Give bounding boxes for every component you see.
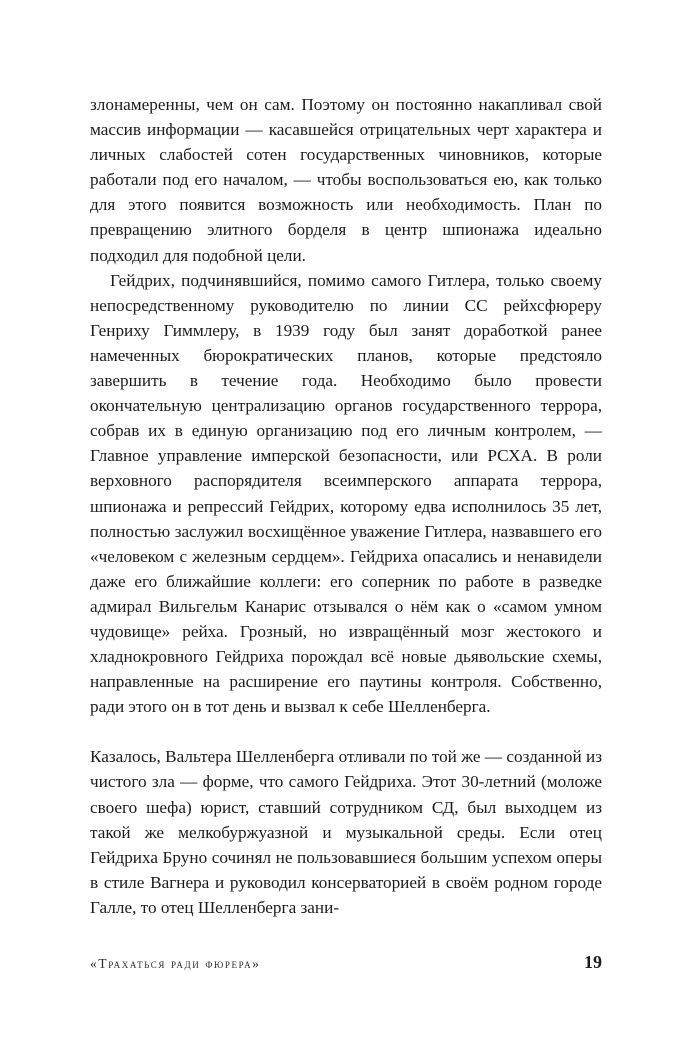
running-title: «Трахаться ради фюрера» <box>90 956 261 971</box>
paragraph-2: Гейдрих, подчинявшийся, помимо самого Гитлера, только своему непосредственному руководителю по линии СС рейхсфюреру Генриху Гиммлеру, в 1939 году был занят доработкой ранее намеченных бюрократических планов, которые предстояло завершить в течение года. Необходимо было провести окончательную централизацию органов государственного террора, собрав их в единую организацию под его личным контролем, — Главное управление имперской безопасности, или РСХА. В роли верховного распорядителя всеимперского аппарата террора, шпионажа и репрессий Гейдрих, которому едва исполнилось 35 лет, полностью заслужил восхищённое уважение Гитлера, назвавшего его «человеком с железным сердцем». Гейдриха опасались и ненавидели даже его ближайшие коллеги: его соперник по работе в разведке адмирал Вильгельм Канарис отзывался о нём как о «самом умном чудовище» рейха. Грозный, но извращённый мозг жестокого и хладнокровного Гейдриха порождал всё новые дьявольские схемы, направленные на расширение его паутины контроля. Собственно, ради этого он в тот день и вызвал к себе Шелленберга. <box>90 270 602 717</box>
paragraph-1: злонамеренны, чем он сам. Поэтому он постоянно накапливал свой массив информации — касавшейся отрицательных черт характера и личных слабостей сотен государственных чиновников, которые работали под его началом, — чтобы воспользоваться ею, как только для этого появится возможность или необходимость. План по превращению элитного борделя в центр шпионажа идеально подходил для подобной цели. <box>90 95 602 265</box>
body-text <box>90 92 602 920</box>
paragraph-3: Казалось, Вальтера Шелленберга отливали по той же — созданной из чистого зла — форме, что самого Гейдриха. Этот 30-летний (моложе своего шефа) юрист, ставший сотрудником СД, был выходцем из такой же мелкобуржуазной и музыкальной среды. Если отец Гейдриха Бруно сочинял не пользовавшиеся большим успехом оперы в стиле Вагнера и руководил консерваторией в своём родном городе Галле, то отец Шелленберга зани- <box>90 747 602 917</box>
page-number: 19 <box>584 952 602 972</box>
